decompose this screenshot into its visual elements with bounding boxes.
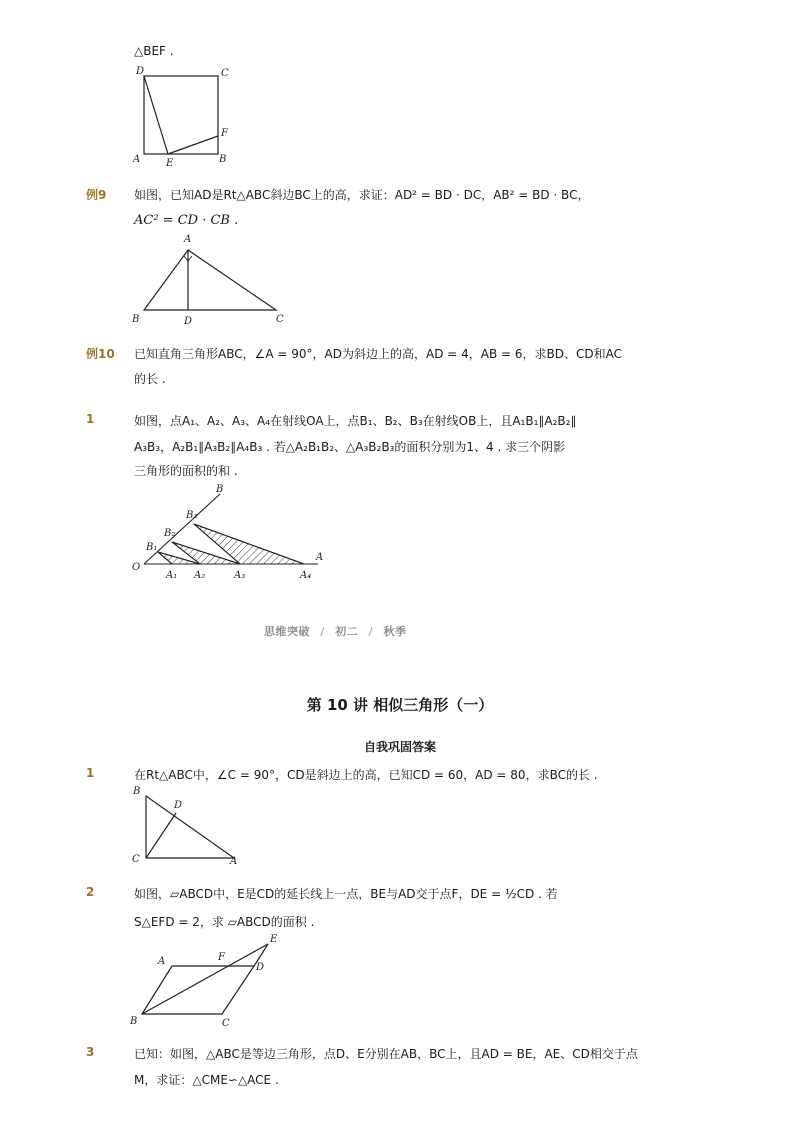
label-a: A xyxy=(184,234,192,245)
label-a: A xyxy=(133,154,141,165)
label-b1: B₁ xyxy=(146,542,158,553)
question-2-label: 2 xyxy=(86,885,95,899)
label-a: A xyxy=(230,856,238,866)
problem-1-text-line2: A₃B₃，A₂B₁∥A₃B₂∥A₄B₃ . 若△A₂B₁B₂、△A₃B₂B₃的面积分别为1、4 . 求三个阴影 xyxy=(134,440,566,454)
label-b: B xyxy=(132,314,140,325)
question-2-text-line1: 如图，▱ABCD中，E是CD的延长线上一点，BE与AD交于点F，DE = ½CD . 若 xyxy=(134,887,558,901)
label-d: D xyxy=(256,962,265,973)
label-b: B xyxy=(133,786,141,797)
label-c: C xyxy=(276,314,284,325)
continued-text: △BEF . xyxy=(134,44,174,58)
question-1-text: 在Rt△ABC中，∠C = 90°，CD是斜边上的高，已知CD = 60，AD = 80，求BC的长 . xyxy=(134,768,598,782)
label-b: B xyxy=(219,154,227,165)
label-a2: A₂ xyxy=(194,570,206,581)
label-c: C xyxy=(132,854,140,865)
square-figure xyxy=(128,62,238,168)
label-a: A xyxy=(158,956,166,967)
question-1-label: 1 xyxy=(86,766,95,780)
lecture-title: 第 10 讲 相似三角形（一） xyxy=(306,696,494,714)
label-f: F xyxy=(221,128,228,139)
example-9-label: 例9 xyxy=(86,188,107,202)
problem-1-text-line1: 如图，点A₁、A₂、A₃、A₄在射线OA上，点B₁、B₂、B₃在射线OB上，且A₁B₁∥A₂B₂∥ xyxy=(134,414,577,428)
example-10-text-line1: 已知直角三角形ABC，∠A = 90°，AD为斜边上的高，AD = 4，AB = 6，求BD、CD和AC xyxy=(134,347,622,361)
problem-1-text-line3: 三角形的面积的和 . xyxy=(134,464,238,478)
example-9-text-line1: 如图，已知AD是Rt△ABC斜边BC上的高，求证：AD² = BD · DC，AB² = BD · BC， xyxy=(134,188,590,202)
label-a4: A₄ xyxy=(300,570,312,581)
label-f: F xyxy=(218,952,225,963)
label-c: C xyxy=(222,1018,230,1028)
label-a3: A₃ xyxy=(234,570,246,581)
question-3-text-line2: M，求证：△CME∽△ACE . xyxy=(134,1073,279,1087)
label-c: C xyxy=(221,68,229,79)
question-2-text-line2: S△EFD = 2，求 ▱ABCD的面积 . xyxy=(134,915,315,929)
example-9-text-line2: AC² = CD · CB . xyxy=(134,213,239,228)
problem-1-label: 1 xyxy=(86,412,95,426)
parallelogram-figure xyxy=(128,930,288,1028)
example-10-label: 例10 xyxy=(86,347,115,361)
rt-triangle-altitude-figure xyxy=(128,782,246,866)
label-b: B xyxy=(216,484,224,495)
label-o: O xyxy=(132,562,141,573)
footer-series: 思维突破 xyxy=(264,625,310,638)
label-b3: B₃ xyxy=(186,510,198,521)
section-subtitle: 自我巩固答案 xyxy=(363,740,436,754)
footer-term: 秋季 xyxy=(383,625,407,638)
example-10-text-line2: 的长 . xyxy=(134,372,166,386)
label-a: A xyxy=(316,552,324,563)
label-d: D xyxy=(174,800,183,811)
question-3-text-line1: 已知：如图，△ABC是等边三角形，点D、E分别在AB，BC上，且AD = BE，AE、CD相交于点 xyxy=(134,1047,638,1061)
label-d: D xyxy=(136,66,145,77)
right-triangle-figure xyxy=(128,230,292,330)
label-e: E xyxy=(270,934,278,945)
label-b2: B₂ xyxy=(164,528,176,539)
label-a1: A₁ xyxy=(166,570,178,581)
label-d: D xyxy=(184,316,193,327)
question-3-label: 3 xyxy=(86,1045,95,1059)
shaded-triangles-figure xyxy=(128,480,338,588)
footer-grade: 初二 xyxy=(335,625,359,638)
label-e: E xyxy=(166,158,174,168)
label-b: B xyxy=(130,1016,138,1027)
page-footer: 思维突破 / 初二 / 秋季 xyxy=(264,625,407,638)
